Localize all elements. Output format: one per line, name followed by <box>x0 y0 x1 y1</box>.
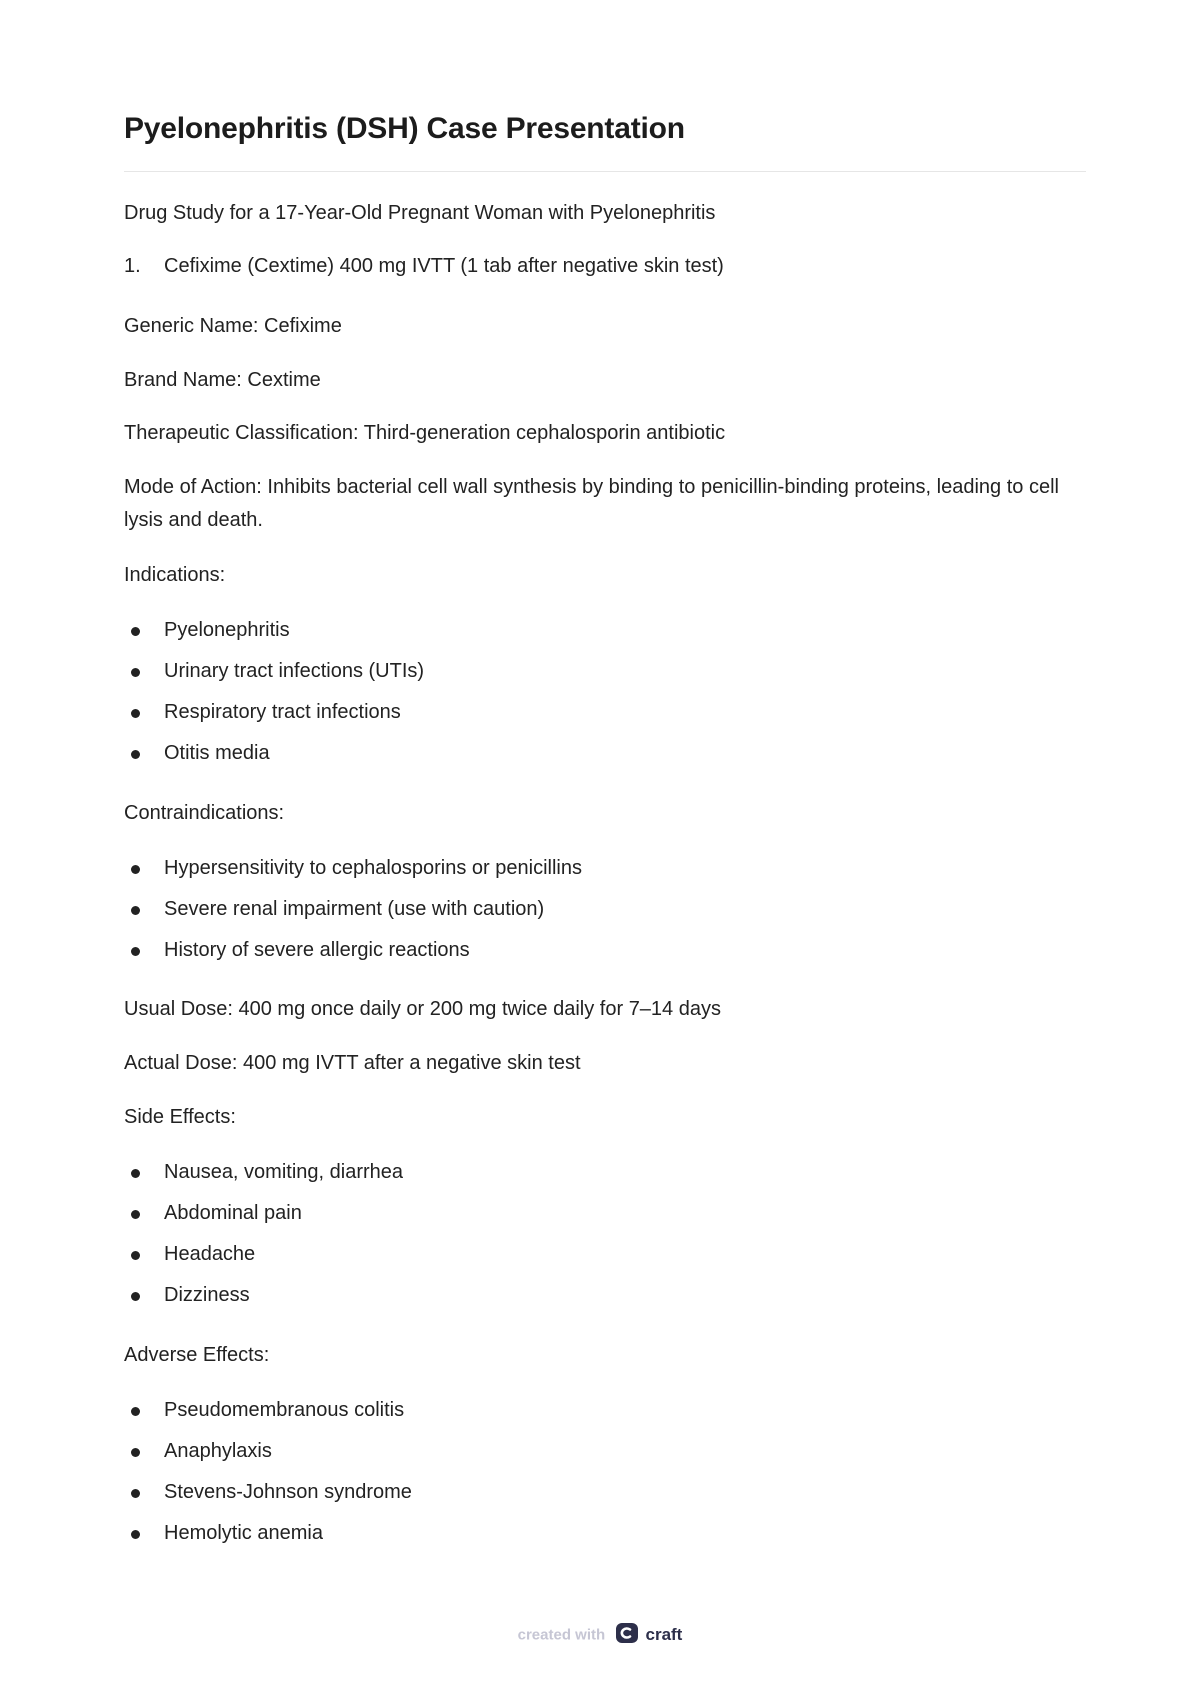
bullet-icon <box>131 1448 140 1457</box>
drug-study-heading: Drug Study for a 17-Year-Old Pregnant Woman with Pyelonephritis <box>124 202 716 224</box>
list-item: Abdominal pain <box>164 1202 302 1224</box>
bullet-icon <box>131 668 140 677</box>
created-with-label: created with <box>517 1626 606 1644</box>
page-title: Pyelonephritis (DSH) Case Presentation <box>124 112 685 145</box>
actual-dose: Actual Dose: 400 mg IVTT after a negative skin test <box>124 1052 581 1074</box>
indications-label: Indications: <box>124 564 226 586</box>
list-item: Otitis media <box>164 742 270 764</box>
craft-brand-label: craft <box>645 1625 683 1644</box>
brand-name: Brand Name: Cextime <box>124 369 321 391</box>
bullet-icon <box>131 1169 140 1178</box>
bullet-icon <box>131 947 140 956</box>
list-item: Urinary tract infections (UTIs) <box>164 660 425 682</box>
contraindications-label: Contraindications: <box>124 802 285 824</box>
created-with-craft-badge[interactable] <box>0 1622 1200 1648</box>
bullet-icon <box>131 1530 140 1539</box>
list-item: History of severe allergic reactions <box>164 939 470 961</box>
bullet-icon <box>131 1251 140 1260</box>
bullet-icon <box>131 1489 140 1498</box>
mode-of-action: Mode of Action: Inhibits bacterial cell wall synthesis by binding to penicillin-binding proteins, leading to cell lysis and death. <box>124 476 1059 531</box>
bullet-icon <box>131 1292 140 1301</box>
list-item: Respiratory tract infections <box>164 701 401 723</box>
bullet-icon <box>131 906 140 915</box>
list-item: Hemolytic anemia <box>164 1522 323 1544</box>
list-item: Nausea, vomiting, diarrhea <box>164 1161 404 1183</box>
list-item: Stevens-Johnson syndrome <box>164 1481 412 1503</box>
list-item: Headache <box>164 1243 256 1265</box>
title-divider <box>124 171 1086 172</box>
generic-name: Generic Name: Cefixime <box>124 315 342 337</box>
craft-logo-icon <box>615 1622 639 1648</box>
list-item: Dizziness <box>164 1284 250 1306</box>
drug-list-item: Cefixime (Cextime) 400 mg IVTT (1 tab after negative skin test) <box>164 255 724 277</box>
list-item: Pyelonephritis <box>164 619 290 641</box>
drug-list-number: 1. <box>124 255 141 277</box>
list-item: Hypersensitivity to cephalosporins or penicillins <box>164 857 582 879</box>
usual-dose: Usual Dose: 400 mg once daily or 200 mg twice daily for 7–14 days <box>124 998 721 1020</box>
bullet-icon <box>131 865 140 874</box>
list-item: Anaphylaxis <box>164 1440 272 1462</box>
list-item: Severe renal impairment (use with caution) <box>164 898 545 920</box>
bullet-icon <box>131 627 140 636</box>
bullet-icon <box>131 1407 140 1416</box>
adverse-effects-label: Adverse Effects: <box>124 1344 270 1366</box>
bullet-icon <box>131 709 140 718</box>
list-item: Pseudomembranous colitis <box>164 1399 405 1421</box>
therapeutic-classification: Therapeutic Classification: Third-generation cephalosporin antibiotic <box>124 422 726 444</box>
bullet-icon <box>131 750 140 759</box>
bullet-icon <box>131 1210 140 1219</box>
side-effects-label: Side Effects: <box>124 1106 236 1128</box>
